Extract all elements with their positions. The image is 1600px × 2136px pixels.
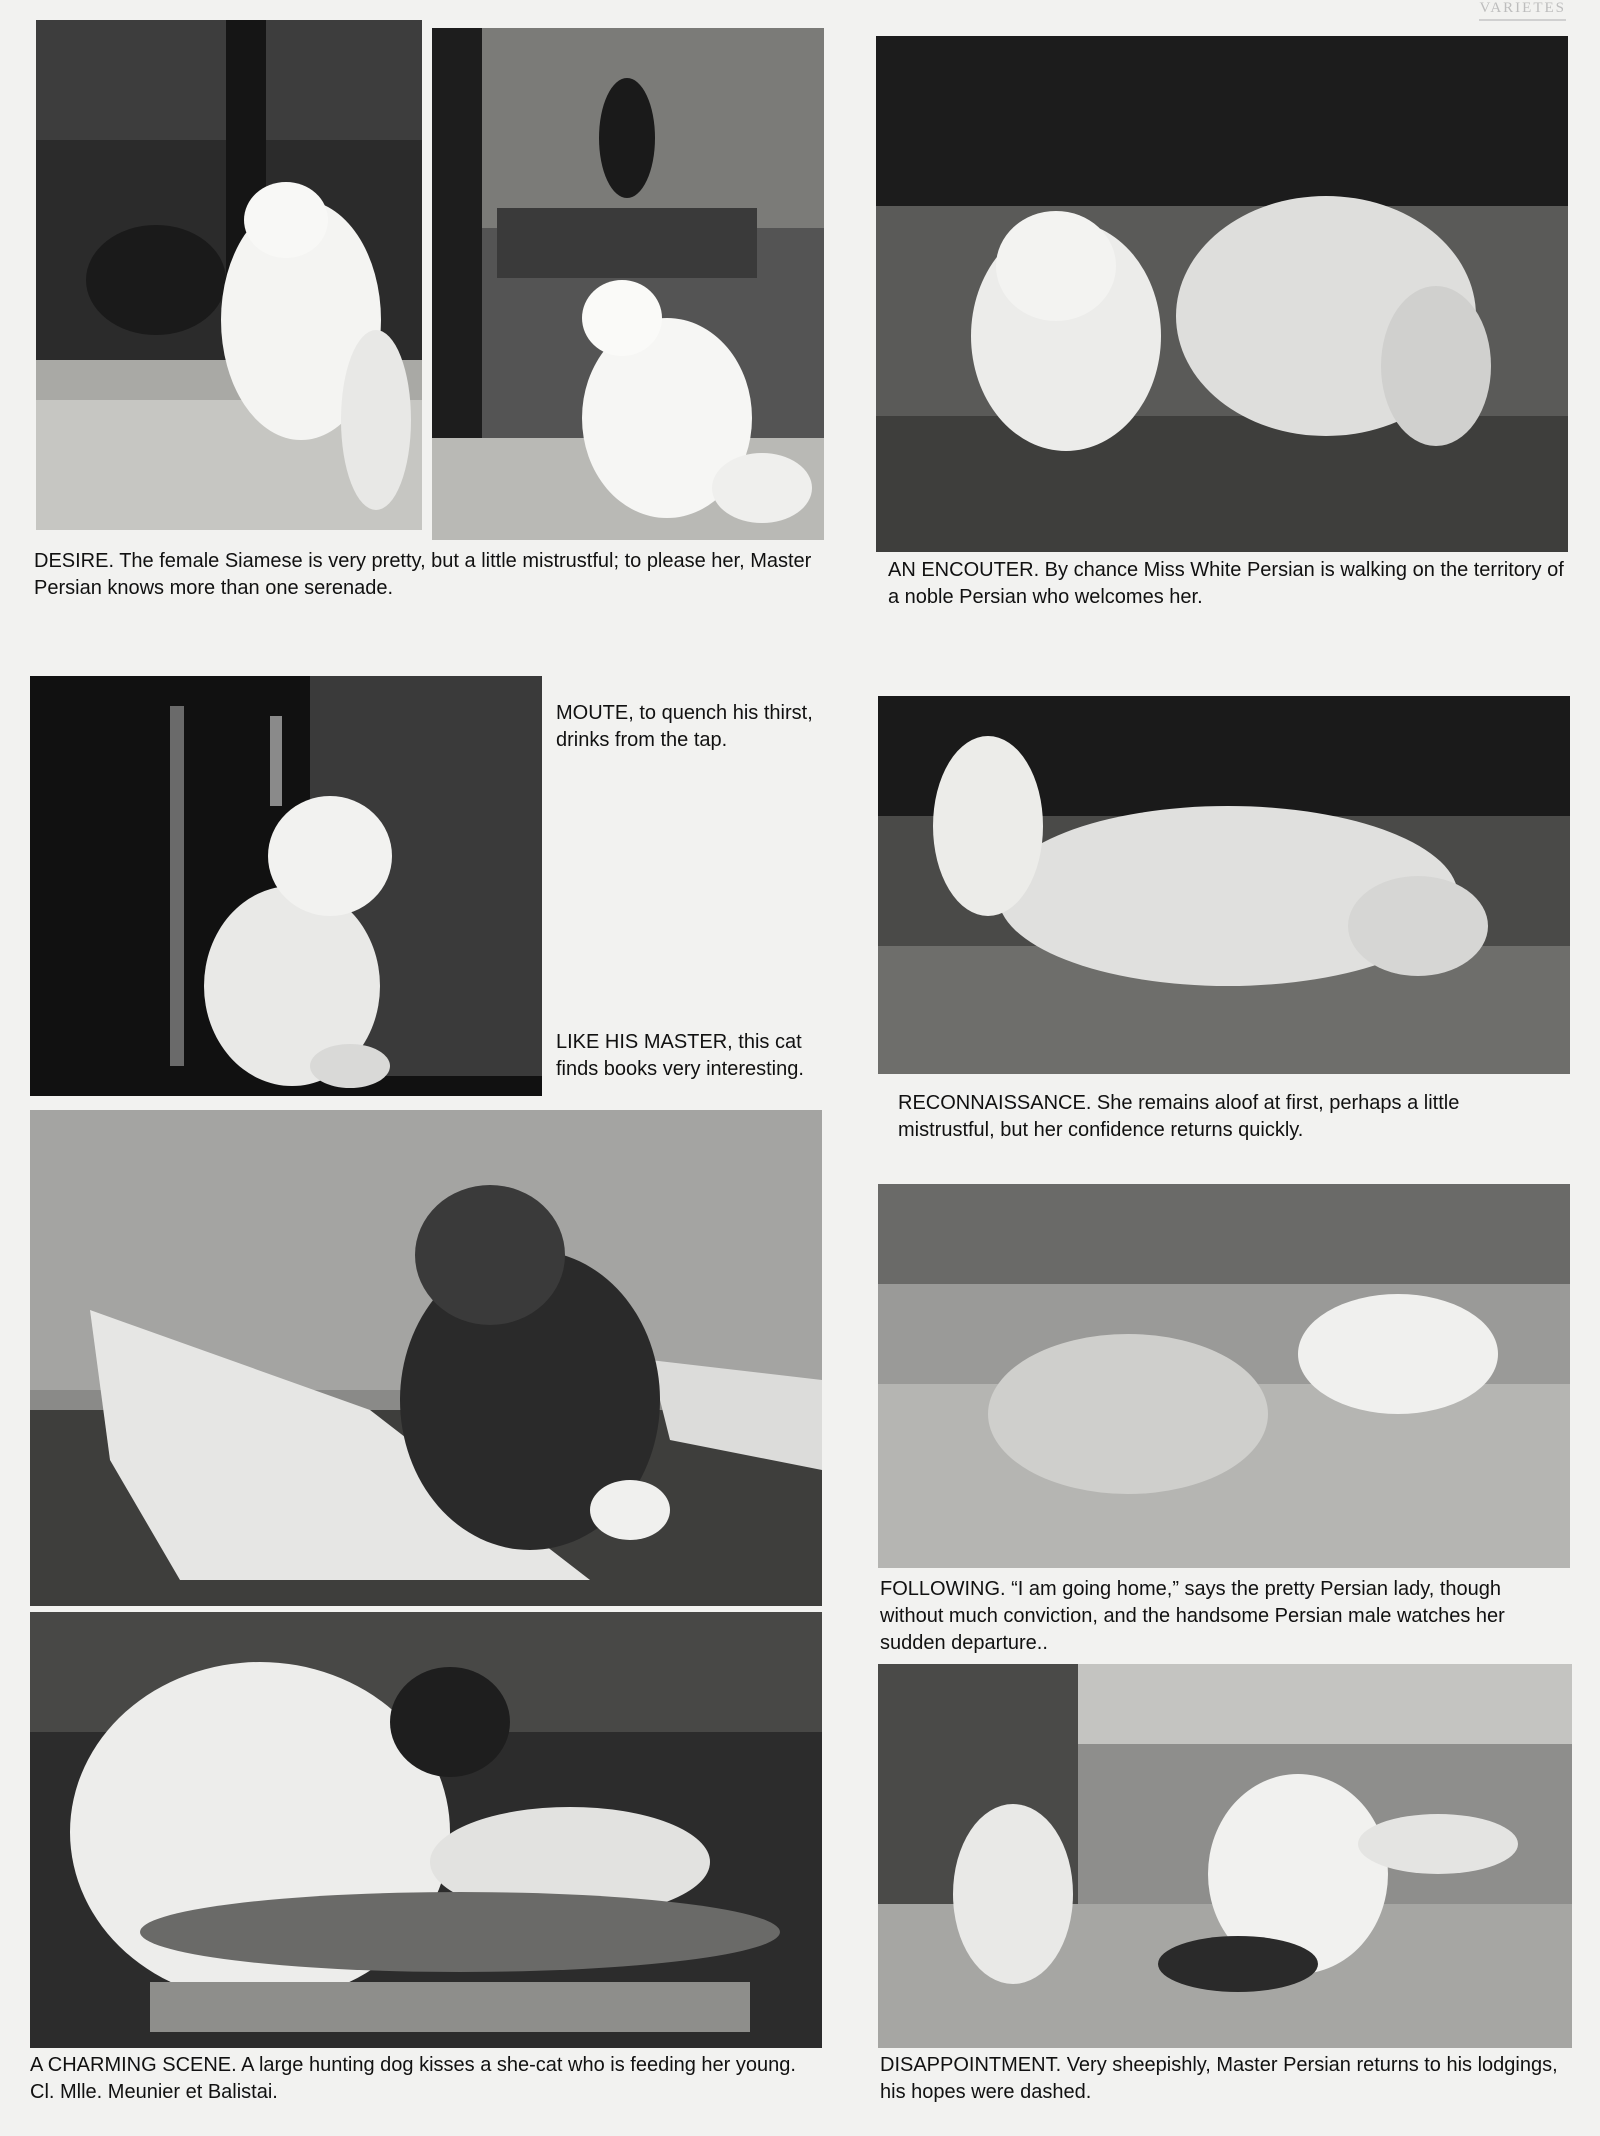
photo-following bbox=[878, 1184, 1570, 1568]
caption-like-master: LIKE HIS MASTER, this cat finds books very interesting. bbox=[556, 1031, 804, 1080]
photo-moute bbox=[30, 676, 542, 1096]
caption-reconnaissance: RECONNAISSANCE. She remains aloof at first, perhaps a little mistrustful, but her confidence returns quickly. bbox=[898, 1092, 1460, 1141]
photo-disappointment bbox=[878, 1664, 1572, 2048]
photo-encounter bbox=[876, 36, 1568, 552]
caption-encounter: AN ENCOUTER. By chance Miss White Persian is walking on the territory of a noble Persian who welcomes her. bbox=[888, 559, 1564, 608]
caption-desire: DESIRE. The female Siamese is very pretty, but a little mistrustful; to please her, Master Persian knows more than one serenade. bbox=[34, 550, 812, 599]
photo-like-master bbox=[30, 1110, 822, 1606]
photo-desire-right bbox=[432, 28, 824, 540]
photo-charming bbox=[30, 1612, 822, 2048]
photo-desire-left bbox=[36, 20, 422, 530]
caption-following: FOLLOWING. “I am going home,” says the pretty Persian lady, though without much conviction, and the handsome Persian male watches her sudden departure.. bbox=[880, 1578, 1505, 1654]
caption-moute: MOUTE, to quench his thirst, drinks from the tap. bbox=[556, 702, 813, 751]
section-header: VARIETES bbox=[1479, 0, 1566, 21]
caption-disappointment: DISAPPOINTMENT. Very sheepishly, Master Persian returns to his lodgings, his hopes were dashed. bbox=[880, 2054, 1558, 2103]
caption-charming: A CHARMING SCENE. A large hunting dog kisses a she-cat who is feeding her young. Cl. Mlle. Meunier et Balistai. bbox=[30, 2054, 796, 2103]
photo-reconnaissance bbox=[878, 696, 1570, 1074]
